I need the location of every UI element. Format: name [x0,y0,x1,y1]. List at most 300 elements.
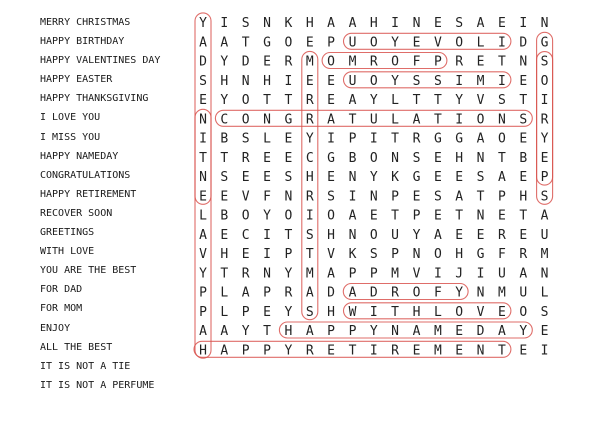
grid-letter: P [348,266,357,282]
grid-letter: Y [284,343,293,359]
grid-letter: S [540,189,549,205]
grid-letter: Y [391,35,400,51]
grid-letter: T [263,324,272,339]
grid-letter: A [199,227,207,243]
grid-letter: E [412,189,421,205]
grid-letter: W [348,304,357,320]
grid-letter: L [540,285,549,301]
grid-letter: N [348,227,357,243]
grid-letter: V [199,247,207,262]
grid-letter: C [305,150,314,166]
grid-letter: P [263,343,272,359]
grid-letter: A [199,324,207,339]
grid-letter: E [433,208,442,224]
grid-letter: E [327,93,336,108]
grid-letter: I [348,189,357,205]
grid-letter: A [455,189,464,205]
grid-letter: I [284,73,293,89]
grid-letter: U [540,227,549,243]
grid-letter: N [263,16,272,31]
grid-letter: S [305,227,314,243]
grid-letter: E [476,227,485,243]
grid-letter: N [284,189,293,205]
word-list-item: RECOVER SOON [40,207,113,219]
grid-letter: R [284,285,293,301]
grid-letter: T [241,35,250,51]
grid-letter: T [391,304,400,320]
grid-letter: N [476,208,485,224]
grid-letter: A [476,16,485,31]
grid-letter: O [241,93,250,108]
grid-letter: N [497,112,506,128]
grid-letter: S [241,131,250,147]
grid-letter: Y [391,73,400,89]
grid-letter: O [369,150,378,166]
grid-letter: U [391,227,400,243]
word-list-item: CONGRATULATIONS [40,169,131,181]
grid-letter: I [391,16,400,31]
grid-letter: Y [305,131,314,147]
grid-letter: R [241,266,250,282]
grid-letter: I [540,93,549,108]
word-list-item: MERRY CHRISTMAS [40,17,131,28]
grid-letter: O [476,112,485,128]
grid-letter: E [519,170,528,185]
grid-letter: M [305,54,314,70]
grid-letter: N [263,266,272,282]
grid-letter: A [305,324,314,339]
grid-letter: V [476,93,485,108]
grid-letter: Y [220,54,229,70]
grid-letter: S [327,189,336,205]
grid-letter: S [476,170,485,185]
grid-letter: F [412,54,421,70]
grid-letter: E [220,189,229,205]
grid-letter: T [391,131,400,147]
grid-letter: O [241,208,250,224]
grid-letter: T [220,150,229,166]
grid-letter: G [476,247,485,262]
grid-letter: T [433,112,442,128]
grid-letter: O [497,131,506,147]
grid-letter: E [305,73,314,89]
grid-letter: A [412,112,421,128]
grid-letter: A [327,16,336,31]
grid-letter: D [369,285,378,301]
grid-letter: N [476,343,485,359]
word-list-item: YOU ARE THE BEST [40,265,137,277]
grid-letter: T [497,54,506,70]
grid-letter: L [263,131,272,147]
grid-letter: N [412,247,421,262]
grid-letter: A [519,266,528,282]
grid-letter: V [433,35,442,51]
grid-letter: I [305,208,314,224]
grid-letter: H [305,16,314,31]
word-list-item: ENJOY [40,322,71,334]
grid-letter: S [369,247,378,262]
grid-letter: O [327,54,336,70]
grid-letter: D [327,285,336,301]
grid-letter: A [412,324,421,339]
grid-letter: Y [199,16,207,31]
grid-letter: I [433,266,442,282]
grid-letter: T [497,343,506,359]
word-list-item: HAPPY THANKSGIVING [40,93,149,105]
grid-letter: T [284,93,293,108]
grid-letter: E [305,35,314,51]
grid-letter: A [348,208,357,224]
grid-letter: D [199,54,207,70]
grid-letter: G [433,131,442,147]
grid-letter: E [455,324,464,339]
grid-letter: T [391,208,400,224]
grid-letter: M [348,54,357,70]
grid-letter: R [241,150,250,166]
word-list-item: HAPPY NAMEDAY [40,150,119,162]
grid-letter: A [433,227,442,243]
grid-letter: N [391,150,400,166]
grid-letter: K [284,16,293,31]
grid-letter: S [433,73,442,89]
grid-letter: T [348,112,357,128]
word-list-item: WITH LOVE [40,246,95,258]
grid-letter: O [369,35,378,51]
grid-letter: E [412,35,421,51]
grid-letter: T [519,93,528,108]
grid-letter: A [327,112,336,128]
grid-letter: E [433,16,442,31]
grid-letter: Y [412,227,421,243]
grid-letter: A [497,170,506,185]
grid-letter: Y [220,93,229,108]
grid-letter: F [263,189,272,205]
grid-letter: A [199,35,207,51]
grid-letter: A [348,93,357,108]
grid-letter: E [263,150,272,166]
grid-letter: P [391,189,400,205]
grid-letter: U [348,73,357,89]
grid-letter: T [433,93,442,108]
word-list-item: FOR DAD [40,284,83,296]
grid-letter: O [412,285,421,301]
grid-letter: E [497,304,506,320]
grid-letter: Y [369,170,378,185]
grid-letter: G [263,35,272,51]
grid-letter: N [241,73,250,89]
grid-letter: S [412,150,421,166]
grid-letter: E [519,131,528,147]
grid-letter: R [305,189,314,205]
grid-letter: G [284,112,293,128]
grid-letter: I [455,112,464,128]
grid-letter: S [284,170,293,185]
grid-letter: T [455,208,464,224]
grid-letter: E [519,227,528,243]
grid-letter: R [455,54,464,70]
grid-letter: A [220,343,229,359]
grid-letter: P [284,247,293,262]
grid-letter: O [241,112,250,128]
grid-letter: A [305,285,314,301]
grid-letter: Y [369,324,378,339]
grid-letter: A [327,266,336,282]
grid-letter: H [519,189,528,205]
grid-letter: E [199,189,207,205]
grid-letter: I [220,16,229,31]
grid-letter: R [540,112,549,128]
grid-letter: G [540,35,549,51]
word-list-item: HAPPY VALENTINES DAY [40,55,161,67]
grid-letter: N [476,285,485,301]
grid-letter: D [476,324,485,339]
word-list-item: GREETINGS [40,227,95,239]
grid-letter: P [369,266,378,282]
grid-letter: J [455,266,464,282]
word-list-item: HAPPY EASTER [40,74,113,86]
grid-letter: N [199,170,207,185]
grid-letter: B [348,150,357,166]
grid-letter: A [348,285,357,301]
grid-letter: L [391,93,400,108]
grid-letter: L [199,208,207,224]
grid-letters [199,16,549,358]
word-list-item: HAPPY RETIREMENT [40,188,137,200]
grid-letter: E [519,343,528,359]
grid-letter: Y [455,93,464,108]
grid-letter: E [540,324,549,339]
grid-letter: P [199,285,207,301]
grid-letter: M [433,343,442,359]
grid-letter: E [519,73,528,89]
grid-letter: N [412,16,421,31]
grid-letter: P [327,35,336,51]
found-word-outline [279,322,532,338]
grid-letter: R [519,247,528,262]
grid-letter: M [540,247,549,262]
grid-letter: Y [519,324,528,339]
grid-letter: R [305,343,314,359]
grid-letter: N [263,112,272,128]
grid-letter: V [412,266,421,282]
grid-letter: R [497,227,506,243]
grid-letter: R [305,93,314,108]
grid-letter: E [497,16,506,31]
word-list-item: I MISS YOU [40,131,101,143]
grid-letter: O [455,35,464,51]
grid-letter: E [455,227,464,243]
grid-letter: L [476,35,485,51]
grid-letter: N [519,54,528,70]
grid-letter: E [263,304,272,320]
grid-letter: E [284,131,293,147]
word-list-item: IT IS NOT A TIE [40,360,131,372]
grid-letter: Y [263,208,272,224]
grid-letter: O [433,247,442,262]
grid-letter: E [455,170,464,185]
grid-letter: O [284,208,293,224]
grid-letter: I [369,304,378,320]
grid-letter: U [369,112,378,128]
grid-letter: F [497,247,506,262]
grid-letter: E [455,343,464,359]
grid-letter: K [391,170,400,185]
grid-letter: T [412,93,421,108]
grid-letter: H [327,227,336,243]
grid-letter: P [497,189,506,205]
grid-letter: P [348,324,357,339]
grid-letter: N [199,112,207,128]
grid-letter: T [497,150,506,166]
grid-letter: A [348,16,357,31]
grid-letter: B [220,131,229,147]
grid-letter: P [348,131,357,147]
grid-letter: N [476,150,485,166]
grid-letter: V [476,304,485,320]
grid-letter: M [391,266,400,282]
grid-letter: Y [455,285,464,301]
grid-letter: D [241,54,250,70]
grid-letter: A [220,35,229,51]
grid-letter: I [455,73,464,89]
grid-letter: I [263,227,272,243]
word-list-item: FOR MOM [40,303,83,315]
found-word-outline [322,53,447,69]
found-word-outline [344,33,511,49]
grid-letter: T [348,343,357,359]
grid-letter: E [433,150,442,166]
grid-letter: T [220,266,229,282]
grid-letter: M [305,266,314,282]
found-word-outline [344,72,511,88]
grid-letter: N [348,170,357,185]
grid-letter: U [519,285,528,301]
grid-letter: P [241,304,250,320]
grid-letter: N [391,324,400,339]
grid-letter: S [497,93,506,108]
grid-letter: T [199,150,207,166]
grid-letter: R [305,112,314,128]
grid-letter: E [327,343,336,359]
grid-letter: E [497,208,506,224]
grid-letter: O [369,227,378,243]
grid-letter: L [220,304,229,320]
grid-letter: B [519,150,528,166]
grid-letter: A [241,285,250,301]
grid-letter: I [369,343,378,359]
word-list-item: IT IS NOT A PERFUME [40,379,155,391]
grid-letter: S [540,304,549,320]
grid-letter: R [369,54,378,70]
grid-letter: Y [284,304,293,320]
grid-letter: H [369,16,378,31]
grid-letter: P [241,343,250,359]
grid-letter: N [540,266,549,282]
grid-letter: E [327,170,336,185]
grid-letter: R [391,285,400,301]
grid-letter: U [348,35,357,51]
grid-letter: L [220,285,229,301]
grid-letter: E [241,247,250,262]
grid-letter: H [284,324,293,339]
grid-letter: I [497,73,506,89]
grid-letter: A [476,131,485,147]
grid-letter: T [519,208,528,224]
grid-letter: T [263,93,272,108]
grid-letter: N [369,189,378,205]
grid-letter: Y [540,131,549,147]
grid-letter: R [412,131,421,147]
grid-letter: R [391,343,400,359]
grid-letter: S [305,304,314,320]
grid-letter: I [199,131,207,147]
found-word-outline [343,284,468,300]
grid-letter: E [476,54,485,70]
grid-letter: Y [241,324,250,339]
grid-letter: O [327,208,336,224]
grid-letter: P [433,54,442,70]
grid-letter: T [476,189,485,205]
found-word-outline [344,303,511,319]
grid-letter: E [263,170,272,185]
grid-letter: E [199,93,207,108]
grid-letter: I [476,266,485,282]
grid-letter: L [433,304,442,320]
grid-letter: H [305,170,314,185]
grid-letter: Y [369,93,378,108]
grid-letter: S [433,189,442,205]
grid-letter: H [412,304,421,320]
grid-letter: O [284,35,293,51]
grid-letter: S [220,170,229,185]
grid-letter: C [241,227,250,243]
grid-letter: A [540,208,549,224]
grid-letter: I [263,247,272,262]
grid-letter: Y [284,266,293,282]
grid-letter: I [519,16,528,31]
grid-letter: Y [199,266,207,282]
grid-letter: E [284,150,293,166]
grid-letter: P [199,304,207,320]
grid-letter: H [199,343,207,359]
grid-letter: E [369,208,378,224]
grid-letter: P [412,208,421,224]
grid-letter: M [433,324,442,339]
grid-letter: I [540,343,549,359]
grid-letter: I [327,131,336,147]
grid-letter: G [412,170,421,185]
grid-letter: A [497,324,506,339]
grid-letter: E [540,150,549,166]
grid-letter: G [455,131,464,147]
grid-letter: H [220,247,229,262]
grid-letter: O [369,73,378,89]
grid-letter: P [263,285,272,301]
grid-letter: O [455,304,464,320]
grid-letter: E [412,343,421,359]
word-list-item: ALL THE BEST [40,341,113,353]
grid-letter: K [348,247,357,262]
grid-letter: B [220,208,229,224]
grid-letter: M [497,285,506,301]
grid-letter: M [476,73,485,89]
grid-letter: H [263,73,272,89]
grid-letter: O [519,304,528,320]
grid-letter: V [241,189,250,205]
grid-letter: S [455,16,464,31]
grid-letter: T [305,247,314,262]
grid-letter: H [220,73,229,89]
